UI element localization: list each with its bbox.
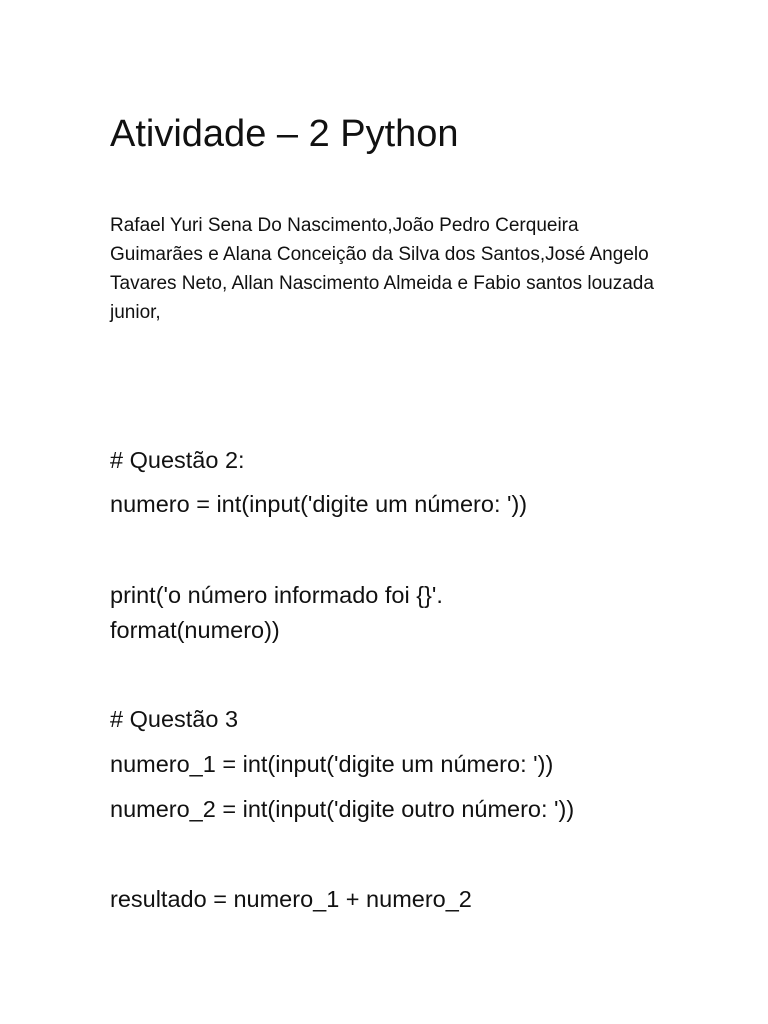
code-line-question-2-comment: # Questão 2: bbox=[110, 447, 245, 473]
code-line-numero-2-input: numero_2 = int(input('digite outro número: ')) bbox=[110, 796, 575, 822]
code-line-numero-1-input: numero_1 = int(input('digite um número: ')) bbox=[110, 751, 554, 777]
code-line-question-3-comment: # Questão 3 bbox=[110, 706, 239, 732]
authors-paragraph: Rafael Yuri Sena Do Nascimento,João Pedro Cerqueira Guimarães e Alana Conceição da Silva dos Santos,José Angelo Tavares Neto, Allan Nascimento Almeida e Fabio santos louzada junior, bbox=[110, 215, 654, 323]
code-line-numero-input: numero = int(input('digite um número: ')) bbox=[110, 491, 528, 517]
code-line-print-start: print('o número informado foi {}'. bbox=[110, 582, 443, 608]
code-line-resultado: resultado = numero_1 + numero_2 bbox=[110, 886, 472, 912]
document-title: Atividade – 2 Python bbox=[110, 113, 459, 155]
code-line-print-format: format(numero)) bbox=[110, 617, 280, 643]
